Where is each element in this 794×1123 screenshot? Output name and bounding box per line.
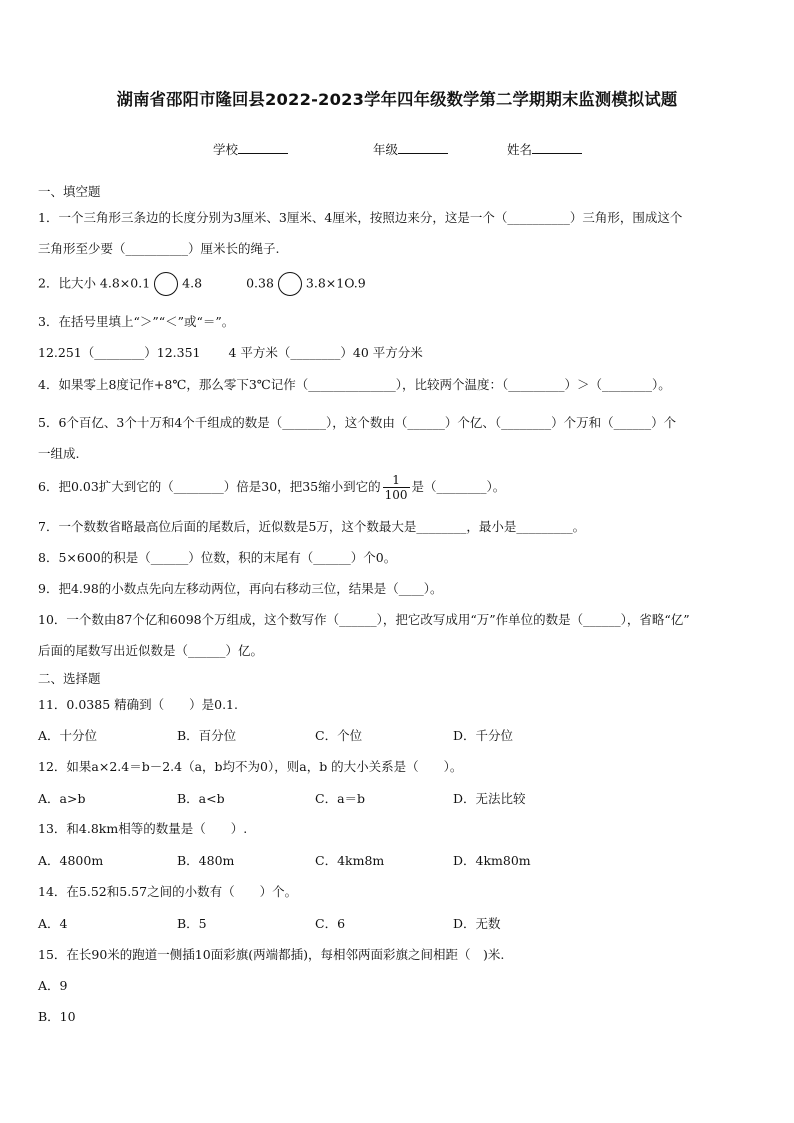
q14-option-c[interactable]: C．6: [315, 916, 346, 931]
question-6: [38, 473, 505, 502]
question-2-lead: 2．比大小 4.8×0.1: [38, 275, 151, 291]
question-2-b1: 0.38: [246, 275, 274, 291]
name-blank[interactable]: [532, 140, 582, 154]
question-4: 4．如果零上8度记作+8℃，那么零下3℃记作（______________），比较两个温度：（_________）＞（________）。: [38, 377, 671, 392]
fraction-numerator: 1: [383, 473, 410, 488]
question-15-stem: 15．在长90米的跑道一侧插10面彩旗(两端都插)，每相邻两面彩旗之间相距（ )米.: [38, 947, 505, 962]
question-1-line-1: 1．一个三角形三条边的长度分别为3厘米、3厘米、4厘米，按照边来分，这是一个（__________）三角形，围成这个: [38, 210, 683, 225]
question-3-line-2: [38, 343, 423, 361]
grade-label: 年级: [373, 142, 399, 157]
question-5-line-2: 一组成.: [38, 446, 80, 461]
fraction-denominator: 100: [384, 488, 408, 502]
school-field[interactable]: [213, 140, 288, 158]
school-blank[interactable]: [238, 140, 288, 154]
question-8: 8．5×600的积是（______）位数，积的末尾有（______）个0。: [38, 550, 397, 565]
q14-option-a[interactable]: A．4: [38, 916, 68, 931]
q12-option-b[interactable]: B．a<b: [177, 791, 225, 806]
q13-option-a[interactable]: A．4800m: [38, 853, 104, 868]
question-2: [38, 272, 366, 296]
question-2-a2: 4.8: [182, 275, 203, 291]
section-multiple-choice: 二、选择题: [38, 671, 101, 686]
q14-option-d[interactable]: D．无数: [453, 916, 501, 931]
question-13-stem: 13．和4.8km相等的数量是（ ）.: [38, 821, 248, 836]
question-5-line-1: 5．6个百亿、3个十万和4个千组成的数是（_______），这个数由（______）个亿、（________）个万和（______）个: [38, 415, 677, 430]
question-1-line-2: 三角形至少要（__________）厘米长的绳子.: [38, 241, 280, 256]
q12-option-d[interactable]: D．无法比较: [453, 791, 526, 806]
question-14-stem: 14．在5.52和5.57之间的小数有（ ）个。: [38, 884, 298, 899]
q13-option-d[interactable]: D．4km80m: [453, 853, 531, 868]
q12-option-a[interactable]: A．a>b: [38, 791, 86, 806]
question-3-part-2: 4 平方米（________）40 平方分米: [228, 345, 423, 360]
q12-option-c[interactable]: C．a＝b: [315, 791, 366, 806]
question-3-line-1: 3．在括号里填上“＞”“＜”或“＝”。: [38, 314, 235, 329]
school-label: 学校: [213, 142, 239, 157]
page-title: 湖南省邵阳市隆回县2022-2023学年四年级数学第二学期期末监测模拟试题: [116, 90, 678, 109]
question-6-before: 6．把0.03扩大到它的（________）倍是30，把35缩小到它的: [38, 479, 381, 494]
question-3-part-1: 12.251（________）12.351: [38, 345, 201, 360]
q15-option-b[interactable]: B．10: [38, 1009, 76, 1024]
q11-option-b[interactable]: B．百分位: [177, 728, 237, 743]
question-7: 7．一个数数省略最高位后面的尾数后，近似数是5万，这个数最大是________，最小是_________。: [38, 519, 586, 534]
section-fill-blank: 一、填空题: [38, 184, 101, 199]
compare-circle-2[interactable]: [278, 272, 302, 296]
q13-option-b[interactable]: B．480m: [177, 853, 235, 868]
grade-field[interactable]: [373, 140, 448, 158]
fraction-one-hundredth: [383, 473, 410, 502]
question-10-line-2: 后面的尾数写出近似数是（______）亿。: [38, 643, 264, 658]
name-field[interactable]: [507, 140, 582, 158]
grade-blank[interactable]: [398, 140, 448, 154]
q13-option-c[interactable]: C．4km8m: [315, 853, 385, 868]
q11-option-d[interactable]: D．千分位: [453, 728, 514, 743]
q11-option-c[interactable]: C．个位: [315, 728, 363, 743]
q11-option-a[interactable]: A．十分位: [38, 728, 98, 743]
q14-option-b[interactable]: B．5: [177, 916, 207, 931]
question-6-after: 是（________）。: [411, 479, 506, 494]
question-10-line-1: 10．一个数由87个亿和6098个万组成，这个数写作（______），把它改写成用“万”作单位的数是（______），省略“亿”: [38, 612, 690, 627]
question-12-stem: 12．如果a×2.4＝b－2.4（a，b均不为0），则a，b 的大小关系是（ ）。: [38, 759, 463, 774]
question-2-b2: 3.8×1O.9: [305, 275, 366, 291]
compare-circle-1[interactable]: [154, 272, 178, 296]
question-11-stem: 11．0.0385 精确到（ ）是0.1.: [38, 697, 238, 712]
name-label: 姓名: [507, 142, 533, 157]
q15-option-a[interactable]: A．9: [38, 978, 68, 993]
question-9: 9．把4.98的小数点先向左移动两位，再向右移动三位，结果是（____）。: [38, 581, 443, 596]
